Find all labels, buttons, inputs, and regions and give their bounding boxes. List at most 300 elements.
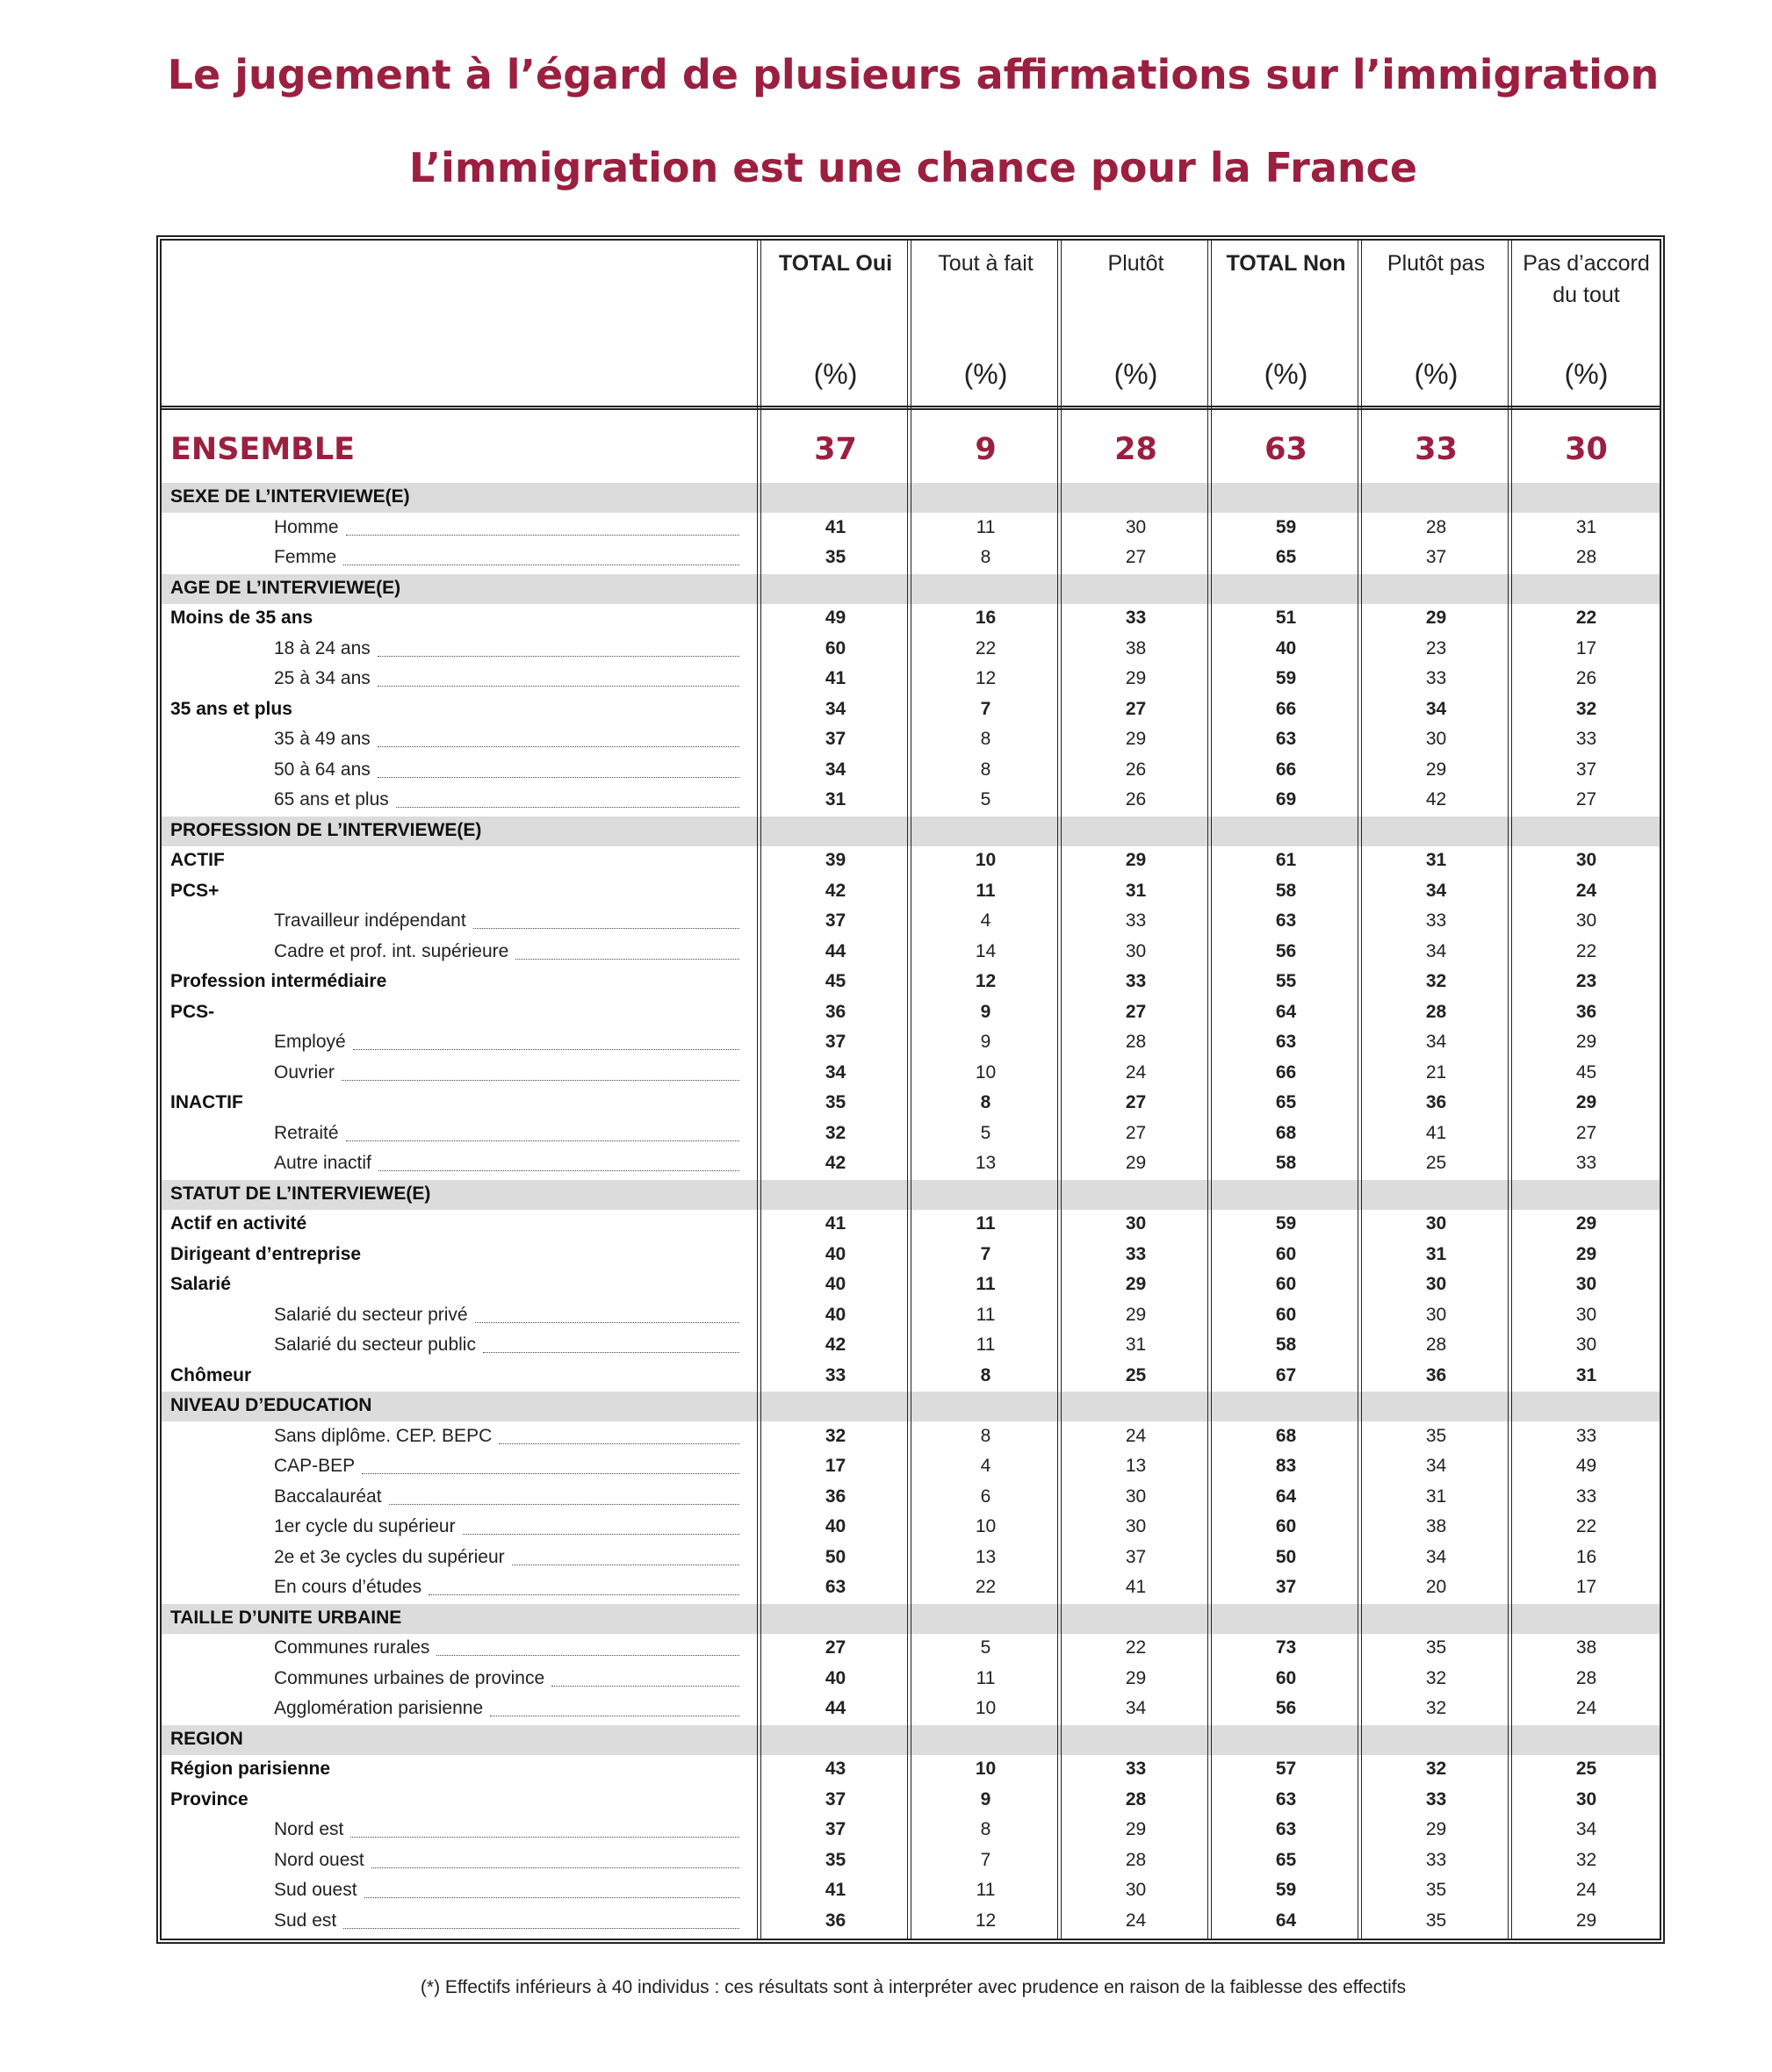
table-cell: 41 — [825, 516, 846, 537]
ensemble-value: 37 — [814, 432, 857, 467]
table-cell: 10 — [975, 850, 997, 870]
table-cell: 31 — [1575, 516, 1597, 537]
table-cell: 56 — [1275, 940, 1297, 961]
table-cell: 37 — [1125, 1546, 1147, 1567]
table-cell: 60 — [825, 637, 846, 658]
table-cell: 32 — [1575, 1849, 1597, 1870]
table-cell: 38 — [1125, 637, 1147, 658]
dotted-leader — [346, 535, 739, 536]
table-cell: 22 — [1575, 1516, 1597, 1536]
row-label: Communes rurales — [274, 1637, 430, 1658]
dotted-leader — [515, 959, 739, 960]
table-cell: 28 — [1575, 1667, 1597, 1688]
table-cell: 25 — [1425, 1153, 1447, 1173]
table-cell: 68 — [1275, 1425, 1297, 1446]
table-cell: 27 — [1125, 1001, 1147, 1022]
table-cell: 8 — [980, 547, 991, 567]
dotted-leader — [475, 1322, 739, 1323]
table-cell: 27 — [825, 1637, 846, 1658]
table-cell: 60 — [1275, 1274, 1297, 1294]
table-cell: 35 — [1425, 1637, 1447, 1658]
table-cell: 22 — [975, 1577, 997, 1597]
table-cell: 17 — [1575, 637, 1597, 658]
table-cell: 64 — [1275, 1001, 1297, 1022]
table-cell: 14 — [975, 940, 997, 961]
table-cell: 33 — [1425, 1788, 1447, 1809]
table-cell: 24 — [1575, 1880, 1597, 1900]
table-cell: 28 — [1125, 1849, 1147, 1870]
table-cell: 32 — [1425, 1698, 1447, 1718]
table-cell: 37 — [1275, 1577, 1297, 1597]
table-cell: 7 — [980, 698, 991, 719]
table-cell: 7 — [980, 1849, 991, 1870]
column-header: Pas d’accord du tout — [1523, 251, 1650, 307]
table-cell: 30 — [1575, 1304, 1597, 1325]
row-label: Sud ouest — [274, 1880, 357, 1900]
table-cell: 42 — [1425, 789, 1447, 809]
page-title: Le jugement à l’égard de plusieurs affirmations sur l’immigration — [167, 51, 1660, 98]
table-cell: 37 — [825, 910, 846, 931]
row-label: 2e et 3e cycles du supérieur — [274, 1546, 505, 1567]
table-cell: 40 — [825, 1274, 846, 1294]
table-cell: 13 — [975, 1546, 997, 1567]
dotted-leader — [429, 1594, 739, 1595]
table-cell: 29 — [1125, 668, 1147, 688]
table-cell: 33 — [1425, 668, 1447, 688]
table-cell: 36 — [1425, 1364, 1447, 1385]
table-cell: 22 — [1125, 1637, 1147, 1658]
row-label: 50 à 64 ans — [274, 759, 371, 780]
table-cell: 10 — [975, 1516, 997, 1536]
table-cell: 31 — [1425, 850, 1447, 870]
table-cell: 45 — [1575, 1061, 1597, 1083]
table-cell: 17 — [825, 1456, 846, 1476]
table-cell: 13 — [975, 1153, 997, 1173]
row-label: Nord est — [274, 1819, 344, 1839]
subgroup-label: Moins de 35 ans — [170, 608, 313, 628]
subgroup-label: Profession intermédiaire — [170, 971, 387, 991]
table-cell: 9 — [980, 1032, 991, 1052]
table-cell: 65 — [1275, 547, 1297, 567]
table-cell: 25 — [1575, 1759, 1597, 1779]
subgroup-label: Chômeur — [170, 1364, 252, 1385]
table-cell: 60 — [1275, 1516, 1297, 1536]
table-cell: 45 — [825, 971, 846, 991]
group-header: REGION — [170, 1728, 243, 1749]
table-cell: 37 — [1575, 759, 1597, 780]
table-cell: 27 — [1575, 789, 1597, 809]
row-label: 25 à 34 ans — [274, 668, 371, 688]
table-cell: 22 — [1575, 940, 1597, 961]
table-cell: 41 — [825, 668, 846, 688]
table-cell: 34 — [1125, 1698, 1147, 1718]
subgroup-label: PCS- — [170, 1001, 215, 1022]
table-cell: 64 — [1275, 1486, 1297, 1507]
group-header: STATUT DE L’INTERVIEWE(E) — [170, 1183, 431, 1204]
table-cell: 30 — [1425, 1213, 1447, 1234]
subgroup-label: 35 ans et plus — [170, 698, 292, 719]
table-cell: 33 — [1125, 1759, 1147, 1779]
table-cell: 59 — [1275, 668, 1297, 688]
table-cell: 59 — [1275, 1213, 1297, 1234]
table-cell: 11 — [976, 1274, 996, 1294]
table-cell: 34 — [1425, 698, 1447, 719]
table-cell: 22 — [1575, 608, 1597, 628]
table-cell: 63 — [825, 1577, 846, 1597]
column-header: Tout à fait — [938, 251, 1034, 276]
table-cell: 28 — [1125, 1788, 1147, 1809]
dotted-leader — [378, 777, 739, 778]
dotted-leader — [343, 1928, 739, 1929]
table-cell: 21 — [1425, 1061, 1447, 1083]
table-cell: 40 — [825, 1516, 846, 1536]
table-cell: 59 — [1275, 1880, 1297, 1900]
row-label: Sans diplôme. CEP. BEPC — [274, 1425, 493, 1446]
table-cell: 66 — [1275, 759, 1297, 780]
table-cell: 27 — [1125, 547, 1147, 567]
table-cell: 27 — [1575, 1122, 1597, 1143]
table-cell: 31 — [825, 789, 846, 809]
table-cell: 13 — [1125, 1456, 1147, 1476]
table-cell: 60 — [1275, 1667, 1297, 1688]
dotted-leader — [396, 807, 739, 808]
table-cell: 42 — [825, 880, 846, 901]
table-cell: 41 — [1125, 1577, 1147, 1597]
table-cell: 25 — [1125, 1364, 1147, 1385]
row-label: Baccalauréat — [274, 1486, 382, 1507]
table-cell: 35 — [1425, 1425, 1447, 1446]
table-cell: 4 — [980, 1456, 991, 1476]
row-label: 65 ans et plus — [274, 789, 389, 809]
table-cell: 41 — [1425, 1122, 1447, 1143]
table-cell: 16 — [1575, 1546, 1597, 1567]
table-cell: 29 — [1575, 1243, 1597, 1264]
table-cell: 27 — [1125, 698, 1147, 719]
table-cell: 43 — [825, 1759, 846, 1779]
table-cell: 34 — [1425, 1032, 1447, 1052]
table-cell: 51 — [1275, 608, 1297, 628]
table-cell: 41 — [825, 1880, 846, 1900]
table-cell: 49 — [825, 608, 846, 628]
table-cell: 63 — [1275, 1788, 1297, 1809]
table-cell: 28 — [1425, 1001, 1447, 1022]
dotted-leader — [499, 1443, 739, 1444]
table-cell: 30 — [1125, 1880, 1147, 1900]
table-cell: 33 — [1575, 1153, 1597, 1173]
dotted-leader — [551, 1686, 739, 1687]
table-cell: 29 — [1125, 850, 1147, 870]
table-cell: 26 — [1575, 668, 1597, 688]
table-cell: 44 — [825, 1698, 846, 1718]
table-cell: 8 — [980, 759, 991, 780]
table-cell: 37 — [825, 1819, 846, 1839]
subgroup-label: Province — [170, 1788, 249, 1809]
table-cell: 65 — [1275, 1092, 1297, 1112]
row-label: Homme — [274, 516, 339, 537]
dotted-leader — [436, 1655, 739, 1656]
subgroup-label: ACTIF — [170, 850, 225, 870]
table-cell: 40 — [825, 1243, 846, 1264]
dotted-leader — [362, 1473, 739, 1474]
table-cell: 35 — [1425, 1880, 1447, 1900]
table-cell: 11 — [976, 1304, 996, 1325]
table-cell: 60 — [1275, 1304, 1297, 1325]
row-label: En cours d’études — [274, 1577, 422, 1597]
table-cell: 30 — [1575, 1274, 1597, 1294]
ensemble-value: 28 — [1114, 432, 1157, 467]
row-label: Travailleur indépendant — [274, 910, 466, 931]
table-cell: 41 — [825, 1213, 846, 1234]
table-cell: 29 — [1575, 1910, 1597, 1931]
table-cell: 29 — [1125, 1304, 1147, 1325]
results-table — [156, 235, 1665, 1944]
table-cell: 24 — [1125, 1061, 1147, 1083]
table-cell: 29 — [1575, 1213, 1597, 1234]
table-cell: 58 — [1275, 880, 1297, 901]
table-cell: 33 — [1125, 910, 1147, 931]
ensemble-value: 33 — [1415, 432, 1458, 467]
table-cell: 28 — [1425, 1335, 1447, 1355]
table-cell: 37 — [825, 1032, 846, 1052]
table-cell: 33 — [1575, 1486, 1597, 1507]
table-cell: 35 — [825, 1849, 846, 1870]
table-cell: 64 — [1275, 1910, 1297, 1931]
table-cell: 63 — [1275, 1032, 1297, 1052]
table-cell: 28 — [1425, 516, 1447, 537]
table-cell: 29 — [1575, 1032, 1597, 1052]
table-cell: 24 — [1575, 880, 1597, 901]
row-label: Autre inactif — [274, 1153, 371, 1173]
column-header: TOTAL Non — [1226, 251, 1346, 276]
dotted-leader — [342, 1080, 739, 1081]
row-label: 18 à 24 ans — [274, 637, 371, 658]
table-cell: 31 — [1575, 1364, 1597, 1385]
group-header: AGE DE L’INTERVIEWE(E) — [170, 577, 401, 598]
footnote: (*) Effectifs inférieurs à 40 individus : ces résultats sont à interpréter avec prudence en raison de la faiblesse des effectifs — [420, 1977, 1407, 1997]
table-cell: 50 — [1275, 1546, 1297, 1567]
table-cell: 29 — [1125, 729, 1147, 749]
table-cell: 30 — [1125, 1516, 1147, 1536]
table-cell: 44 — [825, 940, 846, 961]
table-cell: 27 — [1125, 1092, 1147, 1112]
table-cell: 61 — [1275, 850, 1297, 870]
table-cell: 34 — [825, 698, 846, 719]
column-divider — [757, 241, 761, 1939]
dotted-leader — [353, 1049, 739, 1050]
table-cell: 36 — [825, 1486, 846, 1507]
column-unit: (%) — [1113, 358, 1158, 390]
subgroup-label: Actif en activité — [170, 1213, 307, 1234]
table-cell: 12 — [975, 1910, 997, 1931]
table-cell: 11 — [976, 1880, 996, 1900]
group-header: SEXE DE L’INTERVIEWE(E) — [170, 486, 410, 507]
column-header: Plutôt pas — [1387, 251, 1486, 276]
row-label: Sud est — [274, 1910, 337, 1931]
table-cell: 11 — [976, 1335, 996, 1355]
row-label: 1er cycle du supérieur — [274, 1516, 456, 1536]
table-cell: 34 — [825, 1061, 846, 1083]
table-cell: 66 — [1275, 1061, 1297, 1083]
table-cell: 65 — [1275, 1849, 1297, 1870]
table-cell: 24 — [1575, 1698, 1597, 1718]
table-cell: 34 — [1425, 940, 1447, 961]
subgroup-label: PCS+ — [170, 880, 220, 901]
subgroup-label: Région parisienne — [170, 1759, 331, 1779]
table-cell: 63 — [1275, 729, 1297, 749]
column-divider — [1207, 241, 1212, 1939]
table-cell: 31 — [1425, 1243, 1447, 1264]
ensemble-value: 9 — [975, 432, 997, 467]
dotted-leader — [473, 928, 739, 929]
table-cell: 8 — [980, 1364, 991, 1385]
table-cell: 30 — [1575, 1788, 1597, 1809]
dotted-leader — [378, 1170, 739, 1171]
table-cell: 12 — [975, 971, 997, 991]
table-cell: 30 — [1575, 1335, 1597, 1355]
group-header: NIVEAU D’EDUCATION — [170, 1395, 372, 1415]
dotted-leader — [364, 1897, 739, 1898]
table-cell: 11 — [976, 1213, 996, 1234]
table-cell: 42 — [825, 1153, 846, 1173]
table-cell: 8 — [980, 729, 991, 749]
row-label: Nord ouest — [274, 1849, 364, 1870]
row-label: 35 à 49 ans — [274, 729, 371, 749]
table-cell: 73 — [1275, 1637, 1297, 1658]
table-cell: 8 — [980, 1092, 991, 1112]
column-unit: (%) — [813, 358, 858, 390]
table-cell: 58 — [1275, 1335, 1297, 1355]
table-cell: 34 — [1425, 880, 1447, 901]
table-cell: 26 — [1125, 759, 1147, 780]
group-header: PROFESSION DE L’INTERVIEWE(E) — [170, 819, 482, 840]
row-label: Employé — [274, 1032, 346, 1052]
table-cell: 57 — [1275, 1759, 1297, 1779]
column-header: TOTAL Oui — [778, 251, 893, 276]
table-cell: 67 — [1275, 1364, 1297, 1385]
table-cell: 28 — [1125, 1032, 1147, 1052]
table-cell: 37 — [1425, 547, 1447, 567]
row-label: Retraité — [274, 1122, 339, 1143]
table-cell: 28 — [1575, 547, 1597, 567]
subgroup-label: Salarié — [170, 1274, 231, 1294]
table-cell: 30 — [1425, 1274, 1447, 1294]
row-label: Agglomération parisienne — [274, 1698, 484, 1718]
table-cell: 29 — [1575, 1092, 1597, 1112]
table-cell: 42 — [825, 1335, 846, 1355]
table-cell: 31 — [1125, 1335, 1147, 1355]
table-cell: 29 — [1125, 1153, 1147, 1173]
table-cell: 60 — [1275, 1243, 1297, 1264]
ensemble-label: ENSEMBLE — [170, 432, 356, 467]
column-unit: (%) — [963, 358, 1008, 390]
table-cell: 30 — [1425, 1304, 1447, 1325]
table-cell: 17 — [1575, 1577, 1597, 1597]
table-cell: 10 — [975, 1698, 997, 1718]
table-cell: 31 — [1125, 880, 1147, 901]
table-cell: 63 — [1275, 1819, 1297, 1839]
column-unit: (%) — [1564, 358, 1609, 390]
table-cell: 38 — [1575, 1637, 1597, 1658]
table-cell: 55 — [1275, 971, 1297, 991]
table-cell: 10 — [975, 1759, 997, 1779]
dotted-leader — [378, 656, 739, 657]
table-cell: 30 — [1125, 1486, 1147, 1507]
table-cell: 7 — [980, 1243, 991, 1264]
table-cell: 36 — [825, 1910, 846, 1931]
table-cell: 9 — [980, 1788, 991, 1809]
table-cell: 23 — [1425, 637, 1447, 658]
dotted-leader — [378, 686, 739, 687]
ensemble-value: 63 — [1264, 432, 1307, 467]
table-cell: 34 — [1575, 1819, 1597, 1839]
table-cell: 9 — [980, 1001, 991, 1022]
table-cell: 37 — [825, 729, 846, 749]
table-cell: 32 — [1425, 971, 1447, 991]
table-cell: 56 — [1275, 1698, 1297, 1718]
table-cell: 11 — [976, 880, 996, 901]
dotted-leader — [350, 1837, 739, 1838]
row-label: CAP-BEP — [274, 1456, 356, 1476]
column-divider — [1358, 241, 1362, 1939]
table-cell: 29 — [1425, 1819, 1447, 1839]
ensemble-value: 30 — [1565, 432, 1608, 467]
table-cell: 37 — [825, 1788, 846, 1809]
table-cell: 40 — [825, 1667, 846, 1688]
table-cell: 22 — [975, 637, 997, 658]
dotted-leader — [463, 1534, 739, 1535]
table-cell: 36 — [1575, 1001, 1597, 1022]
table-cell: 29 — [1125, 1274, 1147, 1294]
table-cell: 10 — [975, 1061, 997, 1083]
table-cell: 5 — [980, 789, 991, 809]
table-cell: 30 — [1425, 729, 1447, 749]
table-cell: 8 — [980, 1819, 991, 1839]
table-cell: 50 — [825, 1546, 846, 1567]
table-cell: 38 — [1425, 1516, 1447, 1536]
column-header: Plutôt — [1107, 251, 1164, 276]
table-cell: 29 — [1125, 1667, 1147, 1688]
dotted-leader — [371, 1867, 739, 1868]
table-cell: 33 — [1575, 1425, 1597, 1446]
table-cell: 11 — [976, 1667, 996, 1688]
table-cell: 29 — [1125, 1819, 1147, 1839]
row-label: Femme — [274, 547, 337, 567]
table-cell: 32 — [825, 1425, 846, 1446]
table-cell: 34 — [825, 759, 846, 780]
group-header: TAILLE D’UNITE URBAINE — [170, 1607, 402, 1628]
table-cell: 33 — [1125, 1243, 1147, 1264]
table-cell: 39 — [825, 850, 846, 870]
table-cell: 36 — [825, 1001, 846, 1022]
table-cell: 34 — [1425, 1546, 1447, 1567]
table-cell: 31 — [1425, 1486, 1447, 1507]
table-cell: 33 — [1425, 1849, 1447, 1870]
table-cell: 4 — [980, 910, 991, 931]
table-cell: 32 — [1425, 1759, 1447, 1779]
table-cell: 40 — [825, 1304, 846, 1325]
column-divider — [1508, 241, 1512, 1939]
table-cell: 49 — [1575, 1456, 1597, 1476]
dotted-leader — [378, 746, 739, 747]
table-cell: 5 — [980, 1122, 991, 1143]
table-cell: 69 — [1275, 789, 1297, 809]
subgroup-label: INACTIF — [170, 1092, 243, 1112]
row-label: Ouvrier — [274, 1061, 335, 1083]
table-cell: 30 — [1575, 910, 1597, 931]
table-cell: 29 — [1425, 759, 1447, 780]
row-label: Salarié du secteur privé — [274, 1304, 468, 1325]
table-cell: 33 — [1575, 729, 1597, 749]
